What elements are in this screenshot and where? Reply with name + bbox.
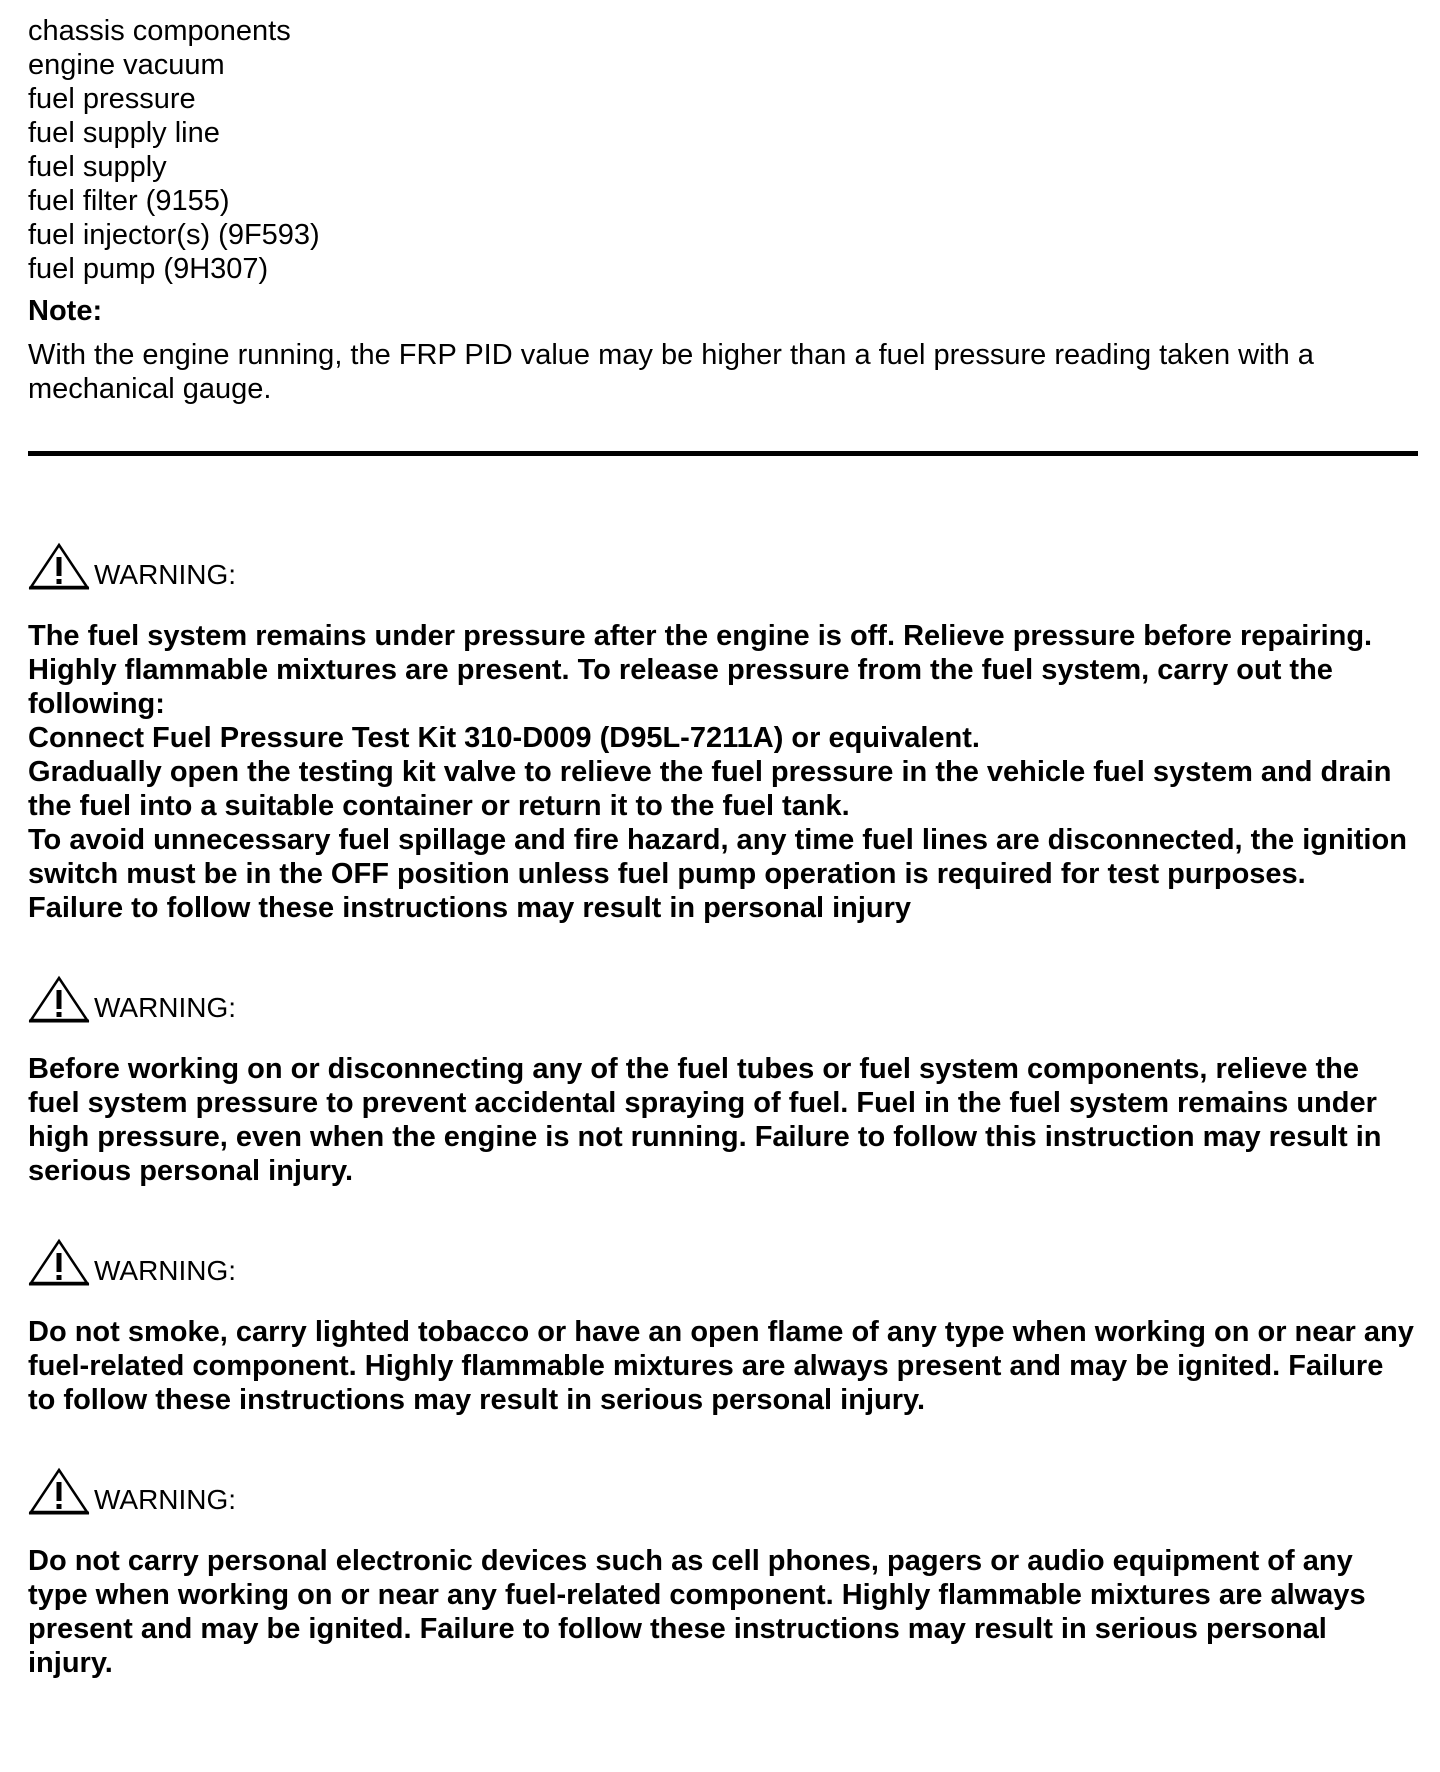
warning-header bbox=[28, 969, 1418, 1025]
warning-header bbox=[28, 1461, 1418, 1517]
warning-text bbox=[28, 1544, 1418, 1680]
warning-triangle-icon bbox=[28, 542, 90, 592]
warning-text bbox=[28, 1052, 1418, 1188]
warning-line: Gradually open the testing kit valve to relieve the fuel pressure in the vehicle fuel system and drain the fuel into a suitable container or return it to the fuel tank. bbox=[28, 756, 1392, 822]
warning-line: Failure to follow these instructions may result in personal injury bbox=[28, 892, 912, 924]
list-item: chassis components bbox=[28, 15, 291, 47]
warning-text bbox=[28, 1315, 1418, 1417]
warning-block-2 bbox=[28, 969, 1418, 1188]
list-item: fuel pump (9H307) bbox=[28, 253, 269, 285]
warning-line: Do not smoke, carry lighted tobacco or have an open flame of any type when working on or near any fuel-related component. Highly flammable mixtures are always present and may be ignited. Failure to follow these instructions may result in serious personal injury. bbox=[28, 1316, 1414, 1416]
warning-label: WARNING: bbox=[94, 1255, 237, 1286]
warning-label: WARNING: bbox=[94, 1484, 237, 1515]
note-label: Note: bbox=[28, 295, 103, 327]
warning-text bbox=[28, 619, 1418, 925]
warning-line: The fuel system remains under pressure after the engine is off. Relieve pressure before repairing. Highly flammable mixtures are present. To release pressure from the fuel system, carry out the following: bbox=[28, 620, 1373, 720]
warning-line: Before working on or disconnecting any of the fuel tubes or fuel system components, relieve the fuel system pressure to prevent accidental spraying of fuel. Fuel in the fuel system remains under high pressure, even when the engine is not running. Failure to follow this instruction may result in serious personal injury. bbox=[28, 1053, 1382, 1187]
warning-header bbox=[28, 536, 1418, 592]
list-item: fuel pressure bbox=[28, 83, 196, 115]
component-list bbox=[28, 14, 1418, 286]
note-text: With the engine running, the FRP PID value may be higher than a fuel pressure reading taken with a mechanical gauge. bbox=[28, 339, 1314, 405]
warning-label: WARNING: bbox=[94, 559, 237, 590]
warning-triangle-icon bbox=[28, 975, 90, 1025]
list-item: fuel injector(s) (9F593) bbox=[28, 219, 320, 251]
warning-header bbox=[28, 1232, 1418, 1288]
warning-triangle-icon bbox=[28, 1238, 90, 1288]
list-item: engine vacuum bbox=[28, 49, 225, 81]
warning-block-4 bbox=[28, 1461, 1418, 1680]
warning-line: Do not carry personal electronic devices such as cell phones, pagers or audio equipment of any type when working on or near any fuel-related component. Highly flammable mixtures are always present and may be ignited. Failure to follow these instructions may result in serious personal injury. bbox=[28, 1545, 1366, 1679]
warning-label: WARNING: bbox=[94, 992, 237, 1023]
warning-block-1 bbox=[28, 536, 1418, 925]
document-page bbox=[28, 14, 1418, 1680]
warning-line: To avoid unnecessary fuel spillage and fire hazard, any time fuel lines are disconnected, the ignition switch must be in the OFF position unless fuel pump operation is required for test purposes. bbox=[28, 824, 1407, 890]
warning-triangle-icon bbox=[28, 1467, 90, 1517]
warning-line: Connect Fuel Pressure Test Kit 310-D009 (D95L-7211A) or equivalent. bbox=[28, 722, 980, 754]
section-divider bbox=[28, 451, 1418, 456]
list-item: fuel filter (9155) bbox=[28, 185, 230, 217]
warning-block-3 bbox=[28, 1232, 1418, 1417]
list-item: fuel supply bbox=[28, 151, 167, 183]
list-item: fuel supply line bbox=[28, 117, 220, 149]
